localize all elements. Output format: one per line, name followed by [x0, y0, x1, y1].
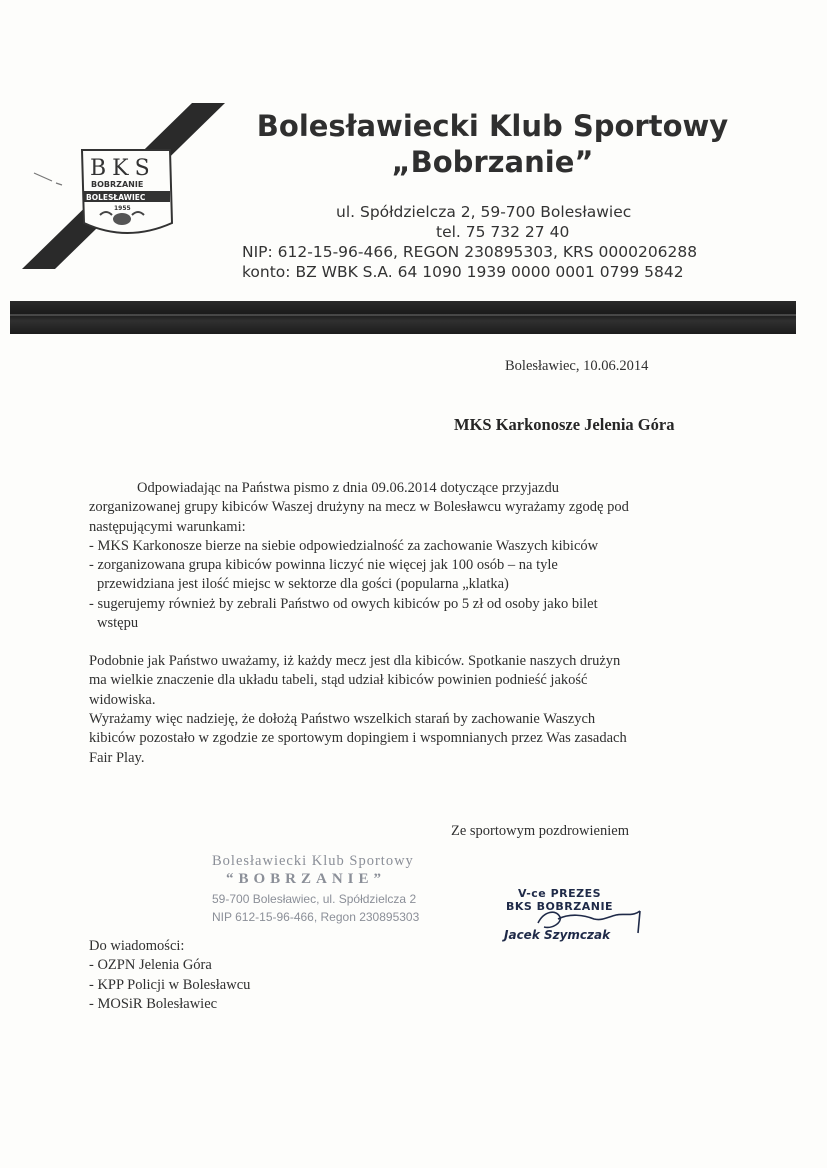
logo-scratch-mark — [34, 173, 62, 185]
cc-item: - MOSiR Bolesławiec — [89, 995, 218, 1012]
signer-role: V-ce PREZES — [518, 887, 602, 900]
text-line: zorganizowanej grupy kibiców Waszej drużyny na mecz w Bolesławcu wyrażamy zgodę pod — [89, 499, 629, 516]
stamp-line: “BOBRZANIE” — [226, 871, 387, 887]
stamp-line: NIP 612-15-96-466, Regon 230895303 — [212, 910, 420, 924]
text-line: Odpowiadając na Państwa pismo z dnia 09.06.2014 dotyczące przyjazdu — [137, 480, 559, 496]
cc-item: - OZPN Jelenia Góra — [89, 957, 212, 974]
condition-item: - MKS Karkonosze bierze na siebie odpowiedzialność za zachowanie Waszych kibiców — [89, 537, 599, 554]
text-line: kibiców pozostało w zgodzie ze sportowym dopingiem i wspomnianych przez Was zasadach — [89, 730, 627, 747]
club-name: Bolesławiecki Klub Sportowy — [256, 109, 729, 143]
signer-organization: BKS BOBRZANIE — [506, 900, 614, 913]
header-divider-bar — [10, 301, 796, 334]
club-logo — [22, 103, 227, 269]
condition-item-continued: przewidziana jest ilość miejsc w sektorze dla gości (popularna „klatka) — [97, 576, 509, 593]
text-line: ma wielkie znaczenie dla układu tabeli, stąd udział kibiców powinien podnieść jakość — [89, 672, 588, 689]
text-line: Fair Play. — [89, 749, 145, 766]
logo-letters: BKS — [90, 156, 156, 181]
club-stamp — [212, 853, 419, 924]
condition-item: - sugerujemy również by zebrali Państwo od owych kibiców po 5 zł od osoby jako bilet — [89, 595, 598, 612]
text-line: Podobnie jak Państwo uważamy, iż każdy mecz jest dla kibiców. Spotkanie naszych drużyn — [89, 653, 621, 669]
logo-ball-icon — [113, 213, 131, 225]
letter-recipient: MKS Karkonosze Jelenia Góra — [454, 415, 675, 434]
handwritten-signature — [498, 887, 648, 947]
letter-paragraph-2 — [89, 652, 620, 710]
text-line: widowiska. — [89, 691, 156, 708]
signer-name: Jacek Szymczak — [504, 928, 611, 942]
letter-paragraph-3 — [89, 710, 627, 768]
condition-item: - zorganizowana grupa kibiców powinna liczyć nie więcej jak 100 osób – na tyle — [89, 557, 558, 574]
letter-closing: Ze sportowym pozdrowieniem — [451, 823, 629, 839]
signature-stamp — [498, 887, 648, 947]
cc-item: - KPP Policji w Bolesławcu — [89, 976, 251, 993]
letter-date: Bolesławiec, 10.06.2014 — [505, 358, 649, 374]
club-phone: tel. 75 732 27 40 — [436, 223, 570, 241]
logo-band-text: BOBRZANIE — [91, 180, 144, 189]
letter-paragraph-1 — [89, 479, 629, 633]
cc-heading: Do wiadomości: — [89, 938, 185, 954]
club-address: ul. Spółdzielcza 2, 59-700 Bolesławiec — [336, 203, 632, 221]
text-line: Wyrażamy więc nadzieję, że dołożą Państwo wszelkich starań by zachowanie Waszych — [89, 711, 596, 727]
condition-item-continued: wstępu — [97, 615, 139, 632]
club-nickname: „Bobrzanie” — [391, 145, 594, 179]
club-bank-account: konto: BZ WBK S.A. 64 1090 1939 0000 0001 0799 5842 — [242, 263, 684, 281]
club-registration: NIP: 612-15-96-466, REGON 230895303, KRS 0000206288 — [242, 243, 698, 261]
logo-city-text: BOLESŁAWIEC — [86, 193, 146, 202]
logo-year-text: 1955 — [114, 205, 131, 212]
stamp-line: Bolesławiecki Klub Sportowy — [212, 853, 414, 869]
text-line: następującymi warunkami: — [89, 518, 246, 535]
stamp-line: 59-700 Bolesławiec, ul. Spółdzielcza 2 — [212, 892, 417, 906]
copy-recipients — [89, 937, 250, 1014]
